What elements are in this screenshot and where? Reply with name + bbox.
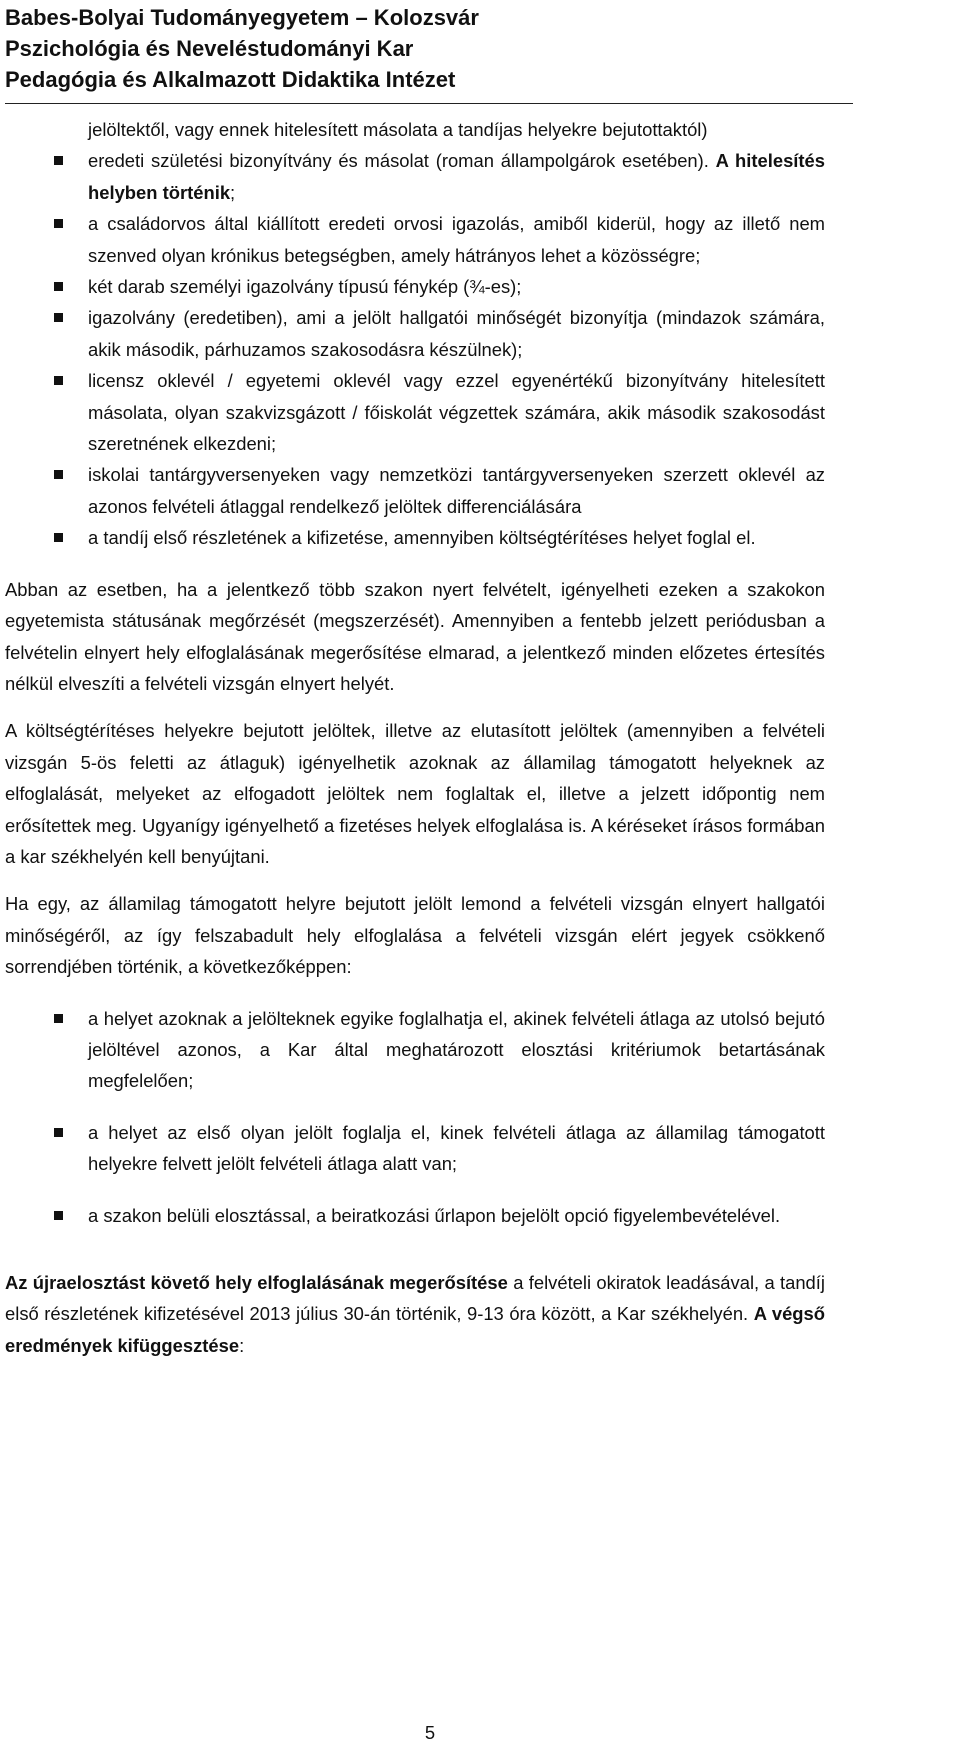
square-bullet-icon — [54, 156, 63, 165]
header-faculty: Pszichológia és Neveléstudományi Kar — [5, 36, 414, 61]
list-item — [5, 302, 825, 365]
list-item-text: licensz oklevél / egyetemi oklevél vagy ezzel egyenértékű bizonyítvány hitelesített másolata, olyan szakvizsgázott / főiskolát végzettek számára, akik második szakosodást szeretnének elkezdeni; — [88, 370, 825, 455]
required-documents-list — [5, 114, 825, 554]
list-item — [5, 522, 825, 553]
list-item — [5, 1117, 825, 1180]
header-institute: Pedagógia és Alkalmazott Didaktika Intézet — [5, 67, 456, 92]
final-bold-heading: Az újraelosztást követő hely elfoglalásának megerősítése — [5, 1272, 508, 1293]
page-content — [5, 114, 825, 1361]
square-bullet-icon — [54, 1211, 63, 1220]
list-item — [5, 1200, 825, 1231]
reallocation-criteria-list — [5, 1003, 825, 1231]
list-item — [5, 145, 825, 208]
paragraph-fee-paying-candidates: A költségtérítéses helyekre bejutott jelöltek, illetve az elutasított jelöltek (amennyiben a felvételi vizsgán 5-ös feletti az átlaguk) igényelhetik azoknak az államilag támogatott helyeknek az elfoglalását, melyeket az elfogadott jelöltek nem foglaltak el, illetve a jelzett időpontig nem erősítettek meg. Ugyanígy igényelhető a fizetéses helyek elfoglalása is. A kéréseket írásos formában a kar székhelyén kell benyújtani. — [5, 720, 825, 867]
list-item — [5, 365, 825, 459]
page-number: 5 — [424, 1722, 436, 1743]
page-header — [5, 2, 855, 95]
list-item-text: iskolai tantárgyversenyeken vagy nemzetközi tantárgyversenyeken szerzett oklevél az azonos felvételi átlaggal rendelkező jelöltek differenciálására — [88, 464, 825, 517]
square-bullet-icon — [54, 376, 63, 385]
list-item-text: a helyet azoknak a jelölteknek egyike foglalhatja el, akinek felvételi átlaga az utolsó bejutó jelöltével azonos, a Kar által meghatározott elosztási kritériumok betartásának megfelelően; — [88, 1007, 825, 1092]
header-divider — [5, 103, 853, 104]
header-university: Babes-Bolyai Tudományegyetem – Kolozsvár — [5, 5, 479, 30]
list-item-text: a helyet az első olyan jelölt foglalja el, kinek felvételi átlaga az államilag támogatott helyekre felvett jelölt felvételi átlaga alatt van; — [88, 1121, 825, 1175]
square-bullet-icon — [54, 1128, 63, 1137]
list-item-tail: ; — [230, 181, 236, 203]
list-item-bold-text: A hitelesítés helyben történik — [88, 150, 825, 203]
list-item — [5, 459, 825, 522]
square-bullet-icon — [54, 313, 63, 322]
square-bullet-icon — [54, 1014, 63, 1023]
list-item-text: jelöltektől, vagy ennek hitelesített másolata a tandíjas helyekre bejutottaktól) — [88, 119, 708, 140]
list-item-text: két darab személyi igazolvány típusú fénykép (¾-es); — [88, 276, 522, 298]
list-item-continuation — [5, 114, 825, 145]
list-item-text: a tandíj első részletének a kifizetése, amennyiben költségtérítéses helyet foglal el. — [88, 527, 756, 549]
final-text-tail: : — [239, 1334, 245, 1356]
list-item-text: a szakon belüli elosztással, a beiratkozási űrlapon bejelölt opció figyelembevételével. — [88, 1204, 781, 1226]
paragraph-resignation: Ha egy, az államilag támogatott helyre bejutott jelölt lemond a felvételi vizsgán elnyert hallgatói minőségéről, az így felszabadult hely elfoglalása a felvételi vizsgán elért jegyek csökkenő sorrendjében történik, a következőképpen: — [5, 893, 825, 978]
square-bullet-icon — [54, 470, 63, 479]
square-bullet-icon — [54, 219, 63, 228]
final-bold-results: A végső eredmények kifüggesztése — [5, 1303, 826, 1356]
square-bullet-icon — [54, 533, 63, 542]
list-item-text: a családorvos által kiállított eredeti orvosi igazolás, amiből kiderül, hogy az illető nem szenved olyan krónikus betegségben, amely hátrányos lehet a közösségre; — [88, 213, 825, 266]
list-item — [5, 1003, 825, 1097]
paragraph-multiple-admissions: Abban az esetben, ha a jelentkező több szakon nyert felvételt, igényelheti ezeken a szakokon egyetemista státusának megőrzését (megszerzését). Amennyiben a fentebb jelzett periódusban a felvételin elnyert hely elfoglalásának megerősítése elmarad, a jelentkező minden előzetes értesítés nélkül elveszíti a felvételi vizsgán elnyert helyét. — [5, 578, 825, 694]
spacer — [5, 872, 825, 888]
spacer — [5, 554, 825, 574]
list-item-text: eredeti születési bizonyítvány és másolat (roman állampolgárok esetében). — [88, 150, 716, 172]
spacer — [5, 1251, 825, 1267]
spacer — [5, 699, 825, 715]
square-bullet-icon — [54, 282, 63, 291]
final-text: a felvételi okiratok leadásával, a tandíj első részletének kifizetésével 2013 július 30-án történik, 9-13 óra között, a Kar székhelyén. — [5, 1272, 825, 1325]
spacer — [5, 1231, 825, 1251]
list-item — [5, 208, 825, 271]
list-item — [5, 271, 825, 302]
spacer — [5, 983, 825, 1003]
list-item-text: igazolvány (eredetiben), ami a jelölt hallgatói minőségét bizonyítja (mindazok számára, akik második, párhuzamos szakosodásra készülnek); — [88, 307, 825, 360]
paragraph-final-confirmation — [5, 1267, 825, 1361]
